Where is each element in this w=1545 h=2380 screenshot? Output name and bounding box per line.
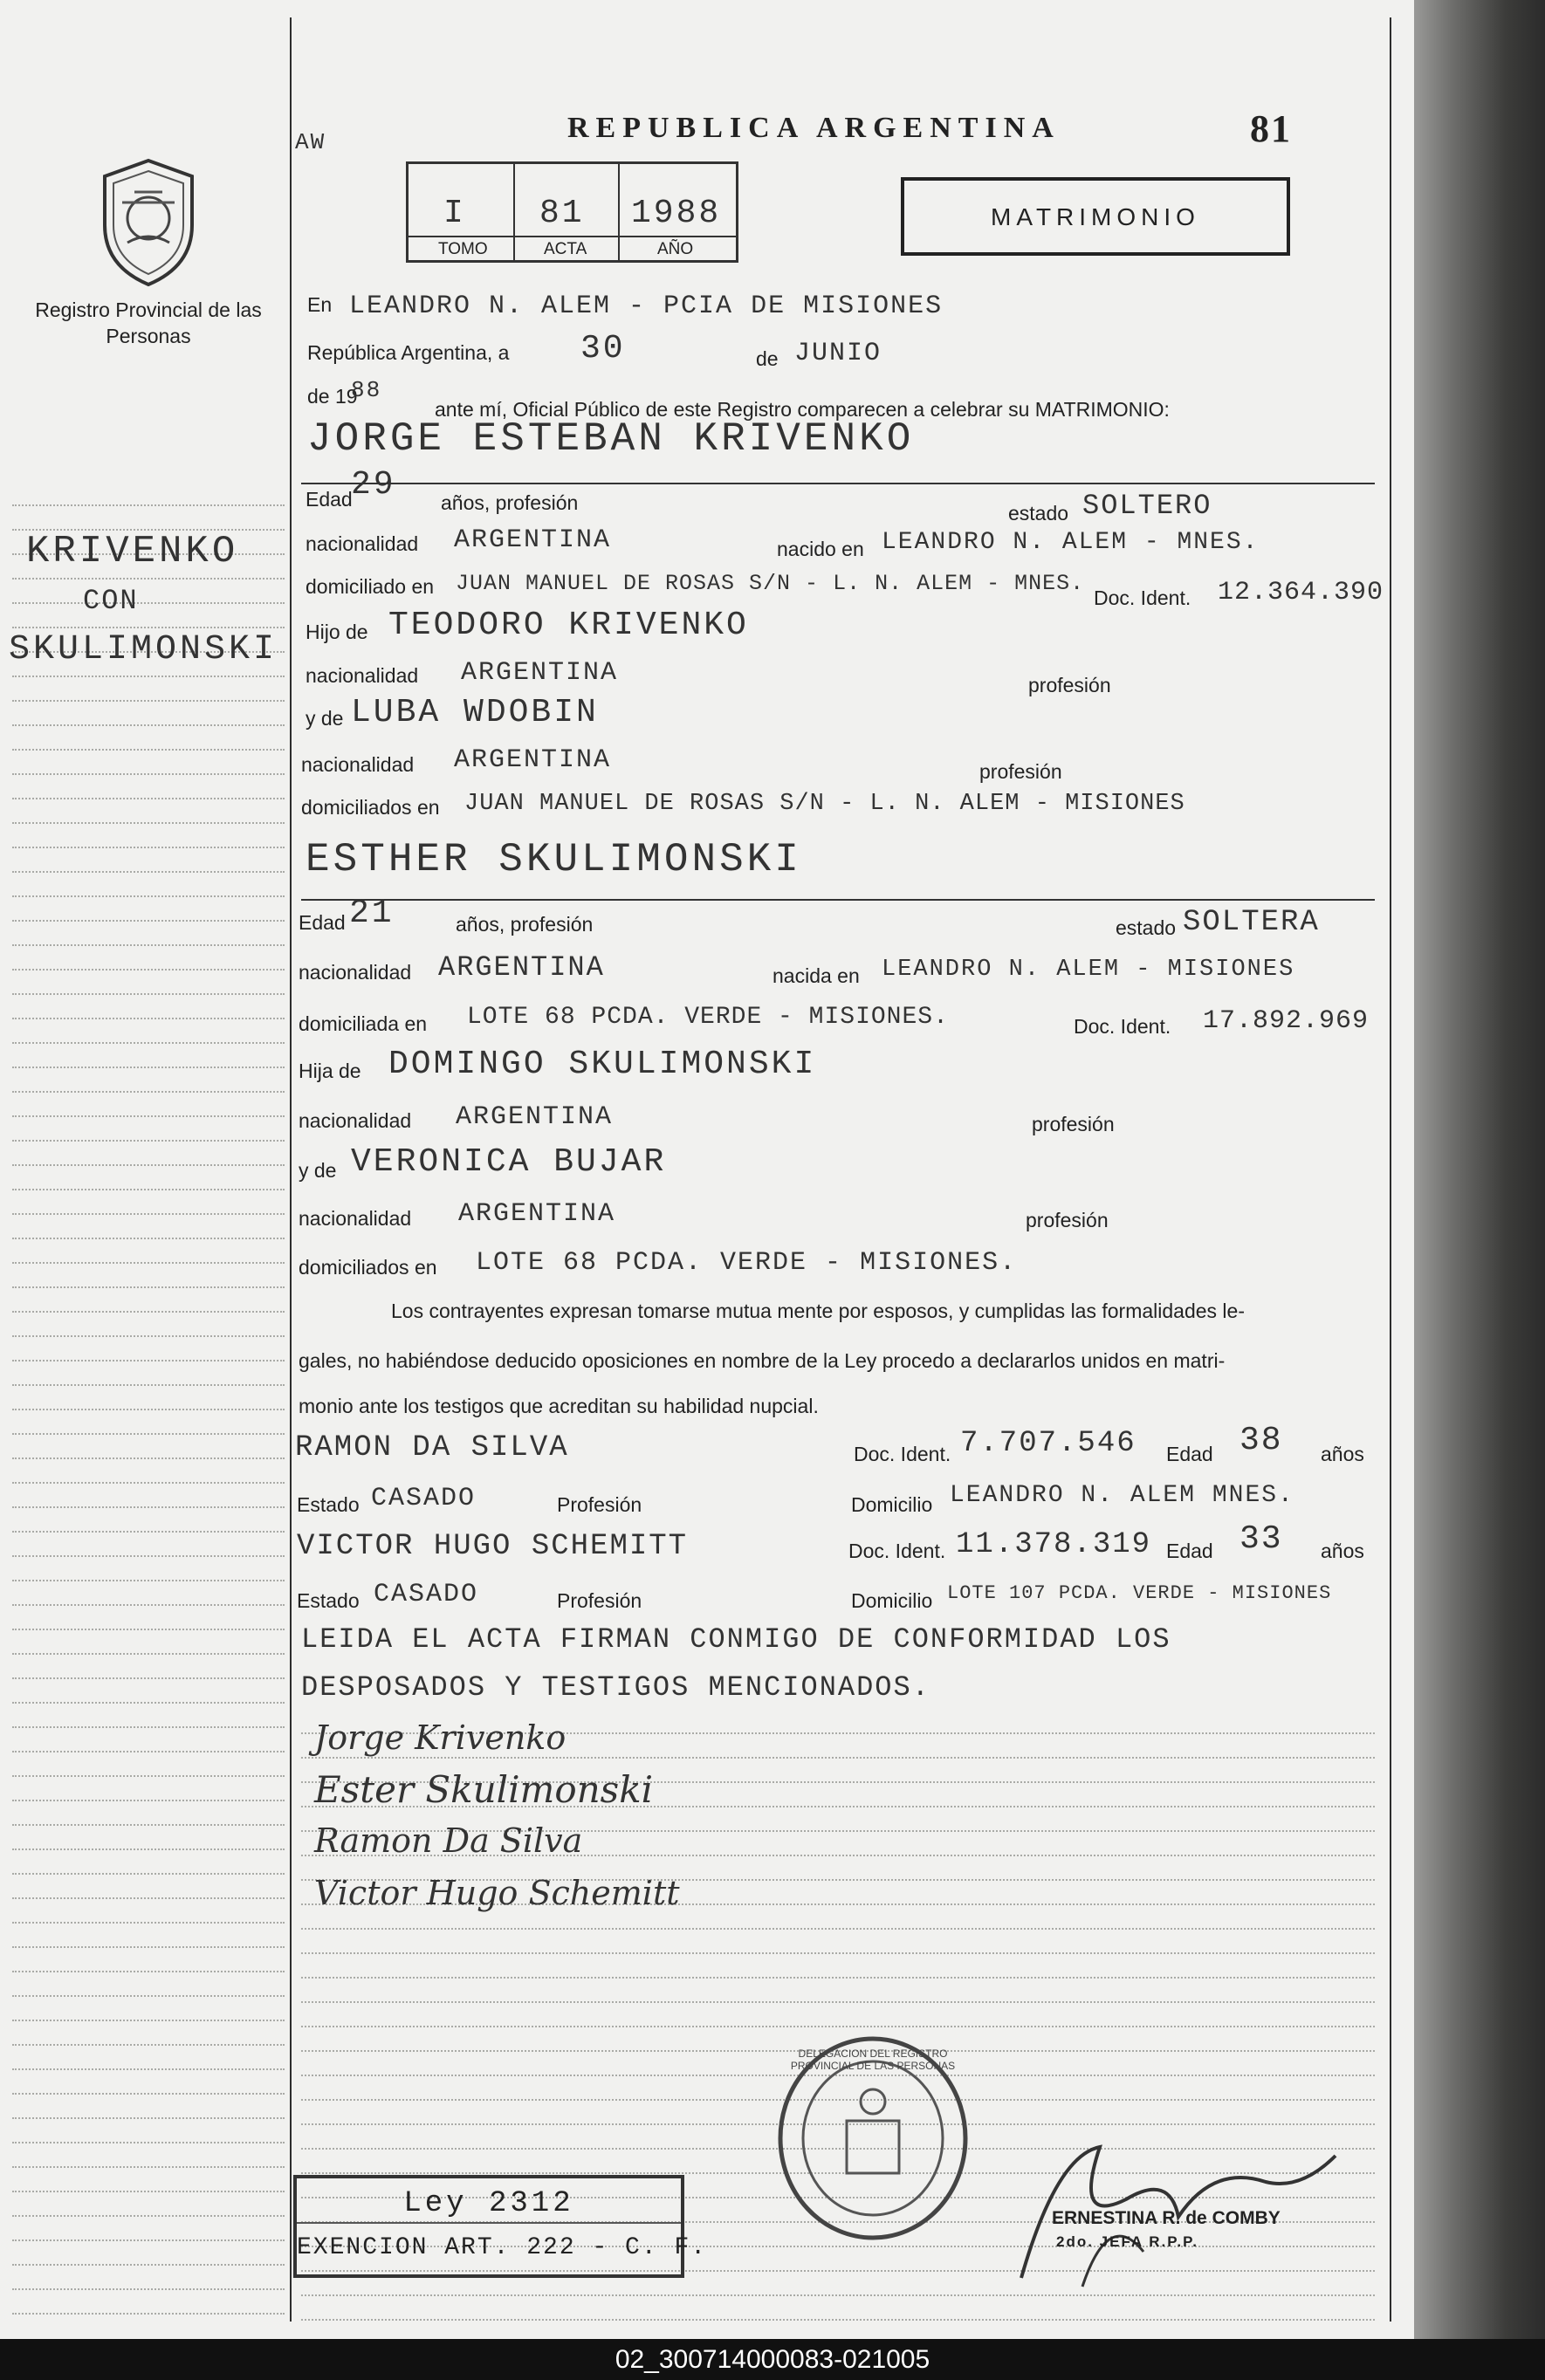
left-rule-line (12, 578, 285, 580)
record-box (406, 161, 738, 263)
groom-civil-label: estado (1008, 502, 1069, 525)
left-rule-line (12, 2239, 285, 2241)
left-rule-line (12, 1995, 285, 1997)
groom-born-label: nacido en (777, 538, 864, 560)
groom-address-label: domiciliado en (306, 575, 435, 598)
witness-1-name: RAMON DA SILVA (295, 1431, 569, 1464)
bride-mother: VERONICA BUJAR (351, 1143, 667, 1181)
bride-father: DOMINGO SKULIMONSKI (388, 1046, 817, 1083)
statement-line-1: Los contrayentes expresan tomarse mutua mente por esposos, y cumplidas las formalidades le- (391, 1300, 1245, 1322)
year-value: 88 (351, 377, 382, 403)
bride-father-prof-label: profesión (1032, 1113, 1115, 1135)
acta-value: 81 (539, 195, 585, 232)
left-rule-line (12, 944, 285, 946)
groom-father-nat: ARGENTINA (461, 658, 619, 688)
body-rule-line (301, 1952, 1375, 1954)
left-rule-line (12, 847, 285, 848)
left-rule-line (12, 1164, 285, 1166)
side-name-3: SKULIMONSKI (9, 630, 278, 669)
left-rule-line (12, 676, 285, 677)
witness-2-doc-label: Doc. Ident. (848, 1540, 946, 1562)
header-title: REPUBLICA ARGENTINA (567, 112, 1061, 144)
witness-2-name: VICTOR HUGO SCHEMITT (297, 1530, 689, 1563)
left-rule-line (12, 920, 285, 922)
side-name-1: KRIVENKO (26, 530, 239, 573)
stamp-line-1: Ley 2312 (403, 2187, 574, 2220)
tomo-value: I (443, 195, 466, 232)
witness-1-civil-label: Estado (297, 1493, 360, 1516)
bride-address: LOTE 68 PCDA. VERDE - MISIONES. (467, 1004, 949, 1031)
groom-separator (301, 483, 1375, 484)
witness-2-age-suffix: años (1321, 1540, 1364, 1562)
groom-mother: LUBA WDOBIN (351, 694, 599, 731)
left-rule-line (12, 1677, 285, 1679)
ano-value: 1988 (631, 195, 722, 232)
body-rule-line (301, 1977, 1375, 1979)
groom-age: 29 (351, 466, 396, 504)
bride-civil-label: estado (1116, 916, 1177, 939)
left-rule-line (12, 1360, 285, 1361)
side-name-2: CON (83, 585, 139, 617)
left-rule-line (12, 1067, 285, 1068)
left-rule-line (12, 1531, 285, 1533)
groom-father-nat-label: nacionalidad (306, 664, 419, 687)
left-rule-line (12, 2020, 285, 2021)
left-rule-line (12, 602, 285, 604)
province-seal-icon (96, 157, 201, 288)
left-rule-line (12, 1140, 285, 1142)
left-rule-line (12, 1775, 285, 1777)
left-rule-line (12, 1604, 285, 1606)
groom-age-suffix: años, profesión (441, 491, 579, 514)
record-type-box (901, 177, 1290, 256)
groom-parents-address: JUAN MANUEL DE ROSAS S/N - L. N. ALEM - MISIONES (464, 791, 1185, 817)
body-rule-line (301, 2026, 1375, 2027)
left-rule-line (12, 1238, 285, 1239)
witness-1-age: 38 (1239, 1422, 1283, 1459)
left-rule-line (12, 700, 285, 702)
left-rule-line (12, 2215, 285, 2217)
bride-name: ESTHER SKULIMONSKI (306, 837, 802, 882)
witness-2-prof-label: Profesión (557, 1589, 642, 1612)
bride-civil: SOLTERA (1183, 906, 1320, 939)
groom-parents-address-label: domiciliados en (301, 796, 440, 819)
ano-label: AÑO (657, 240, 694, 258)
page-number: 81 (1250, 107, 1292, 150)
bride-father-label: Hija de (299, 1060, 361, 1082)
bride-mother-nat-label: nacionalidad (299, 1207, 412, 1230)
bride-mother-label: y de (299, 1159, 337, 1182)
left-rule-line (12, 1506, 285, 1508)
groom-nat: ARGENTINA (454, 525, 612, 555)
official-title: 2do. JEFA R.P.P. (1056, 2233, 1199, 2250)
groom-address: JUAN MANUEL DE ROSAS S/N - L. N. ALEM - MNES. (456, 571, 1085, 596)
left-rule-line (12, 1457, 285, 1459)
left-rule-line (12, 1946, 285, 1948)
date-month: JUNIO (794, 339, 882, 368)
witness-2-dom-label: Domicilio (851, 1589, 933, 1612)
left-rule-line (12, 969, 285, 971)
left-rule-line (12, 822, 285, 824)
date-day: 30 (580, 330, 626, 367)
left-rule-line (12, 871, 285, 873)
place-value: LEANDRO N. ALEM - PCIA DE MISIONES (349, 291, 944, 321)
left-rule-line (12, 1311, 285, 1313)
left-rule-line (12, 749, 285, 751)
left-rule-line (12, 1848, 285, 1850)
witness-2-dom: LOTE 107 PCDA. VERDE - MISIONES (947, 1582, 1332, 1604)
signature-witness-2: Victor Hugo Schemitt (314, 1874, 680, 1912)
body-rule-line (301, 1757, 1375, 1759)
closing-line-2: DESPOSADOS Y TESTIGOS MENCIONADOS. (301, 1671, 930, 1704)
left-rule-line (12, 1335, 285, 1337)
left-rule-line (12, 1751, 285, 1752)
round-seal-text: DELEGACION DEL REGISTRO PROVINCIAL DE LAS PERSONAS (790, 2047, 956, 2072)
left-rule-line (12, 1262, 285, 1264)
left-rule-line (12, 1213, 285, 1215)
groom-mother-prof-label: profesión (979, 760, 1062, 783)
left-rule-line (12, 1018, 285, 1019)
year-text: ante mí, Oficial Público de este Registro comparecen a celebrar su MATRIMONIO: (435, 398, 1170, 421)
date-label-2: de (756, 347, 779, 370)
witness-2-age: 33 (1239, 1520, 1283, 1558)
bride-parents-address-label: domiciliados en (299, 1256, 437, 1279)
left-rule-line (12, 1580, 285, 1581)
place-label: En (307, 293, 333, 316)
official-name: ERNESTINA R. de COMBY (1052, 2208, 1281, 2228)
left-rule-line (12, 1873, 285, 1875)
witness-1-age-suffix: años (1321, 1443, 1364, 1465)
file-id-bar (0, 2339, 1545, 2380)
left-rule-line (12, 798, 285, 799)
left-rule-line (12, 1971, 285, 1972)
left-rule-line (12, 1726, 285, 1728)
left-rule-line (12, 1482, 285, 1484)
groom-mother-label: y de (306, 707, 344, 730)
left-rule-line (12, 2068, 285, 2070)
witness-2-civil-label: Estado (297, 1589, 360, 1612)
left-rule-line (12, 1800, 285, 1801)
left-rule-line (12, 1384, 285, 1386)
witness-2-civil: CASADO (374, 1580, 479, 1609)
witness-2-age-label: Edad (1166, 1540, 1213, 1562)
body-rule-line (301, 2319, 1375, 2321)
left-rule-line (12, 2142, 285, 2143)
left-rule-line (12, 895, 285, 897)
bride-age-suffix: años, profesión (456, 913, 594, 936)
registry-label: Registro Provincial de las Personas (35, 298, 262, 347)
acta-label: ACTA (544, 240, 587, 258)
witness-1-prof-label: Profesión (557, 1493, 642, 1516)
bride-born-label: nacida en (772, 964, 860, 987)
bride-born: LEANDRO N. ALEM - MISIONES (882, 957, 1295, 983)
groom-name: JORGE ESTEBAN KRIVENKO (307, 416, 915, 462)
bride-address-label: domiciliada en (299, 1012, 428, 1035)
witness-1-doc: 7.707.546 (960, 1427, 1136, 1460)
record-type: MATRIMONIO (991, 203, 1200, 230)
left-rule-line (12, 504, 285, 506)
bride-parents-address: LOTE 68 PCDA. VERDE - MISIONES. (476, 1248, 1018, 1278)
signature-groom: Jorge Krivenko (314, 1718, 566, 1757)
bride-father-nat-label: nacionalidad (299, 1109, 412, 1132)
binder-edge (1414, 0, 1545, 2339)
closing-line-1: LEIDA EL ACTA FIRMAN CONMIGO DE CONFORMIDAD LOS (301, 1623, 1171, 1656)
left-rule-line (12, 1115, 285, 1117)
groom-father-label: Hijo de (306, 621, 368, 643)
left-rule-line (12, 1897, 285, 1899)
signature-bride: Ester Skulimonski (314, 1768, 654, 1811)
witness-1-dom-label: Domicilio (851, 1493, 933, 1516)
left-rule-line (12, 724, 285, 726)
tomo-label: TOMO (438, 240, 488, 258)
left-rule-line (12, 1409, 285, 1410)
signature-witness-1: Ramon Da Silva (314, 1821, 583, 1860)
groom-born: LEANDRO N. ALEM - MNES. (882, 529, 1260, 556)
witness-1-dom: LEANDRO N. ALEM MNES. (950, 1482, 1294, 1509)
groom-nat-label: nacionalidad (306, 532, 419, 555)
groom-mother-nat-label: nacionalidad (301, 753, 415, 776)
groom-doc: 12.364.390 (1218, 578, 1384, 607)
left-margin-line (290, 17, 292, 2322)
witness-1-civil: CASADO (371, 1484, 477, 1513)
left-rule-line (12, 1189, 285, 1190)
year-prefix: de 19 (307, 385, 358, 408)
bride-nat: ARGENTINA (438, 951, 605, 984)
left-rule-line (12, 1555, 285, 1557)
bride-nat-label: nacionalidad (299, 961, 412, 984)
witness-1-age-label: Edad (1166, 1443, 1213, 1465)
witness-1-doc-label: Doc. Ident. (854, 1443, 951, 1465)
groom-mother-nat: ARGENTINA (454, 745, 612, 775)
left-rule-line (12, 1824, 285, 1826)
file-id: 02_300714000083-021005 (615, 2345, 930, 2374)
bride-mother-prof-label: profesión (1026, 1209, 1109, 1231)
left-rule-line (12, 2093, 285, 2095)
left-rule-line (12, 1653, 285, 1655)
date-label-1: República Argentina, a (307, 341, 510, 364)
groom-doc-label: Doc. Ident. (1094, 586, 1191, 609)
left-rule-line (12, 2264, 285, 2266)
left-rule-line (12, 993, 285, 995)
witness-2-doc: 11.378.319 (956, 1528, 1152, 1561)
left-rule-line (12, 1629, 285, 1630)
bride-age: 21 (349, 895, 395, 932)
left-rule-line (12, 1091, 285, 1093)
left-rule-line (12, 2191, 285, 2192)
left-rule-line (12, 1702, 285, 1704)
left-rule-line (12, 2044, 285, 2046)
left-rule-line (12, 773, 285, 775)
bride-doc-label: Doc. Ident. (1074, 1015, 1171, 1038)
left-rule-line (12, 1286, 285, 1288)
left-rule-line (12, 2166, 285, 2168)
groom-age-label: Edad (306, 488, 353, 511)
left-rule-line (12, 2313, 285, 2315)
bride-age-label: Edad (299, 911, 346, 934)
groom-civil: SOLTERO (1082, 490, 1212, 522)
exemption-stamp (293, 2175, 708, 2278)
bride-separator (301, 899, 1375, 901)
right-margin-line (1390, 17, 1391, 2322)
body-rule-line (301, 1928, 1375, 1930)
groom-father: TEODORO KRIVENKO (388, 607, 749, 644)
bride-father-nat: ARGENTINA (456, 1102, 614, 1132)
statement-line-2: gales, no habiéndose deducido oposiciones en nombre de la Ley procedo a declararlos unidos en matri- (299, 1349, 1226, 1372)
bride-mother-nat: ARGENTINA (458, 1199, 616, 1229)
bride-doc: 17.892.969 (1203, 1006, 1370, 1036)
body-rule-line (301, 2001, 1375, 2003)
left-rule-line (12, 2117, 285, 2119)
left-rule-line (12, 2288, 285, 2290)
left-rule-line (12, 1042, 285, 1044)
stamp-line-2: EXENCION ART. 222 - C. F. (297, 2234, 708, 2261)
left-rule-line (12, 1922, 285, 1924)
statement-line-3: monio ante los testigos que acreditan su habilidad nupcial. (299, 1395, 819, 1417)
left-rule-line (12, 627, 285, 628)
margin-note: AW (295, 129, 326, 155)
left-rule-line (12, 1433, 285, 1435)
groom-father-prof-label: profesión (1028, 674, 1111, 696)
